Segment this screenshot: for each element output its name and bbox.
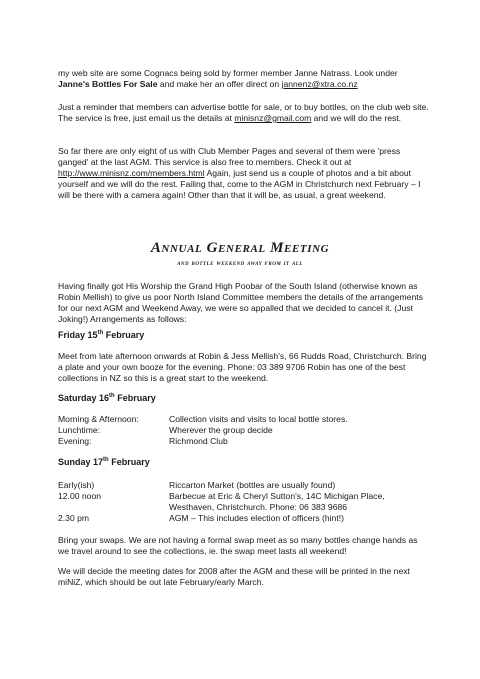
reminder-text-end: and we will do the rest. xyxy=(311,113,402,123)
friday-heading: Friday 15th February xyxy=(58,330,145,340)
saturday-heading: Saturday 16th February xyxy=(58,393,156,403)
intro-line2: and make her an offer direct on xyxy=(157,79,282,89)
friday-text: Meet from late afternoon onwards at Robin & Jess Mellish's, 66 Rudds Road, Christchurch. Bring a plate and your own booze for the evening. Phone: 03 389 9706 Robin has one of the best collections in NZ so this is a great start to the weekend. xyxy=(58,351,427,383)
intro-paragraph xyxy=(58,68,430,90)
schedule-time: Evening: xyxy=(58,436,92,446)
schedule-desc: Richmond Club xyxy=(169,436,228,446)
schedule-row xyxy=(58,480,430,491)
sunday-heading: Sunday 17th February xyxy=(58,457,150,467)
schedule-time: 12.00 noon xyxy=(58,491,102,501)
reminder-paragraph xyxy=(58,102,430,124)
member-pages-text-end: Again, just send us a couple of photos and a bit about yourself and we will do the rest. Failing that, come to the AGM in Christchurch next February – I will be there with a camera again! Other than that it will be, as usual, a great weekend. xyxy=(58,168,421,200)
agm-intro-paragraph xyxy=(58,281,430,325)
agm-intro-text: Having finally got His Worship the Grand High Poobar of the South Island (otherwise known as Robin Mellish) to give us poor North Island Committee members the details of the arrangements for our next AGM and Weekend Away, we were so appalled that we decided to cancel it. (Just Joking!) Arrangements as follows: xyxy=(58,281,423,324)
schedule-row xyxy=(58,425,430,436)
agm-subtitle: and bottle weekend away from it all xyxy=(177,258,303,267)
schedule-time: Early(ish) xyxy=(58,480,95,490)
schedule-row xyxy=(58,414,430,425)
member-pages-paragraph xyxy=(58,146,430,201)
bottles-for-sale-label: Janne's Bottles For Sale xyxy=(58,79,158,89)
swaps-paragraph xyxy=(58,535,430,557)
janne-email-link[interactable]: jannenz@xtra.co.nz xyxy=(281,79,358,89)
schedule-row xyxy=(58,502,430,513)
members-page-link[interactable]: http://www.minisnz.com/members.html xyxy=(58,168,205,178)
schedule-row xyxy=(58,436,430,447)
club-email-link[interactable]: minisnz@gmail.com xyxy=(234,113,312,123)
friday-paragraph xyxy=(58,351,430,384)
schedule-time: Lunchtime: xyxy=(58,425,101,435)
schedule-time: Morning & Afternoon: xyxy=(58,414,139,424)
closing-text: We will decide the meeting dates for 2008 after the AGM and these will be printed in the next miNiZ, which should be out late February/early March. xyxy=(58,566,410,587)
schedule-desc: Collection visits and visits to local bottle stores. xyxy=(169,414,348,424)
reminder-text: Just a reminder that members can advertise bottle for sale, or to buy bottles, on the club web site. The service is free, just email us the details at xyxy=(58,102,429,123)
agm-title: Annual General Meeting xyxy=(150,240,330,256)
schedule-desc: Westhaven, Christchurch. Phone: 06 383 9686 xyxy=(169,502,348,512)
swaps-text: Bring your swaps. We are not having a formal swap meet as so many bottles change hands as we travel around to see the collections, ie. the swap meet lasts all weekend! xyxy=(58,535,418,556)
schedule-desc: Riccarton Market (bottles are usually found) xyxy=(169,480,336,490)
schedule-time: 2.30 pm xyxy=(58,513,90,523)
schedule-row xyxy=(58,513,430,524)
schedule-row xyxy=(58,491,430,502)
intro-line1: my web site are some Cognacs being sold by former member Janne Natrass. Look under xyxy=(58,68,398,78)
closing-paragraph xyxy=(58,566,430,588)
schedule-desc: Wherever the group decide xyxy=(169,425,273,435)
member-pages-text: So far there are only eight of us with Club Member Pages and several of them were 'press ganged' at the last AGM. This service is also free to members. Check it out at xyxy=(58,146,401,167)
schedule-desc: Barbecue at Eric & Cheryl Sutton's, 14C Michigan Place, xyxy=(169,491,385,501)
schedule-desc: AGM – This includes election of officers (hint!) xyxy=(169,513,344,523)
